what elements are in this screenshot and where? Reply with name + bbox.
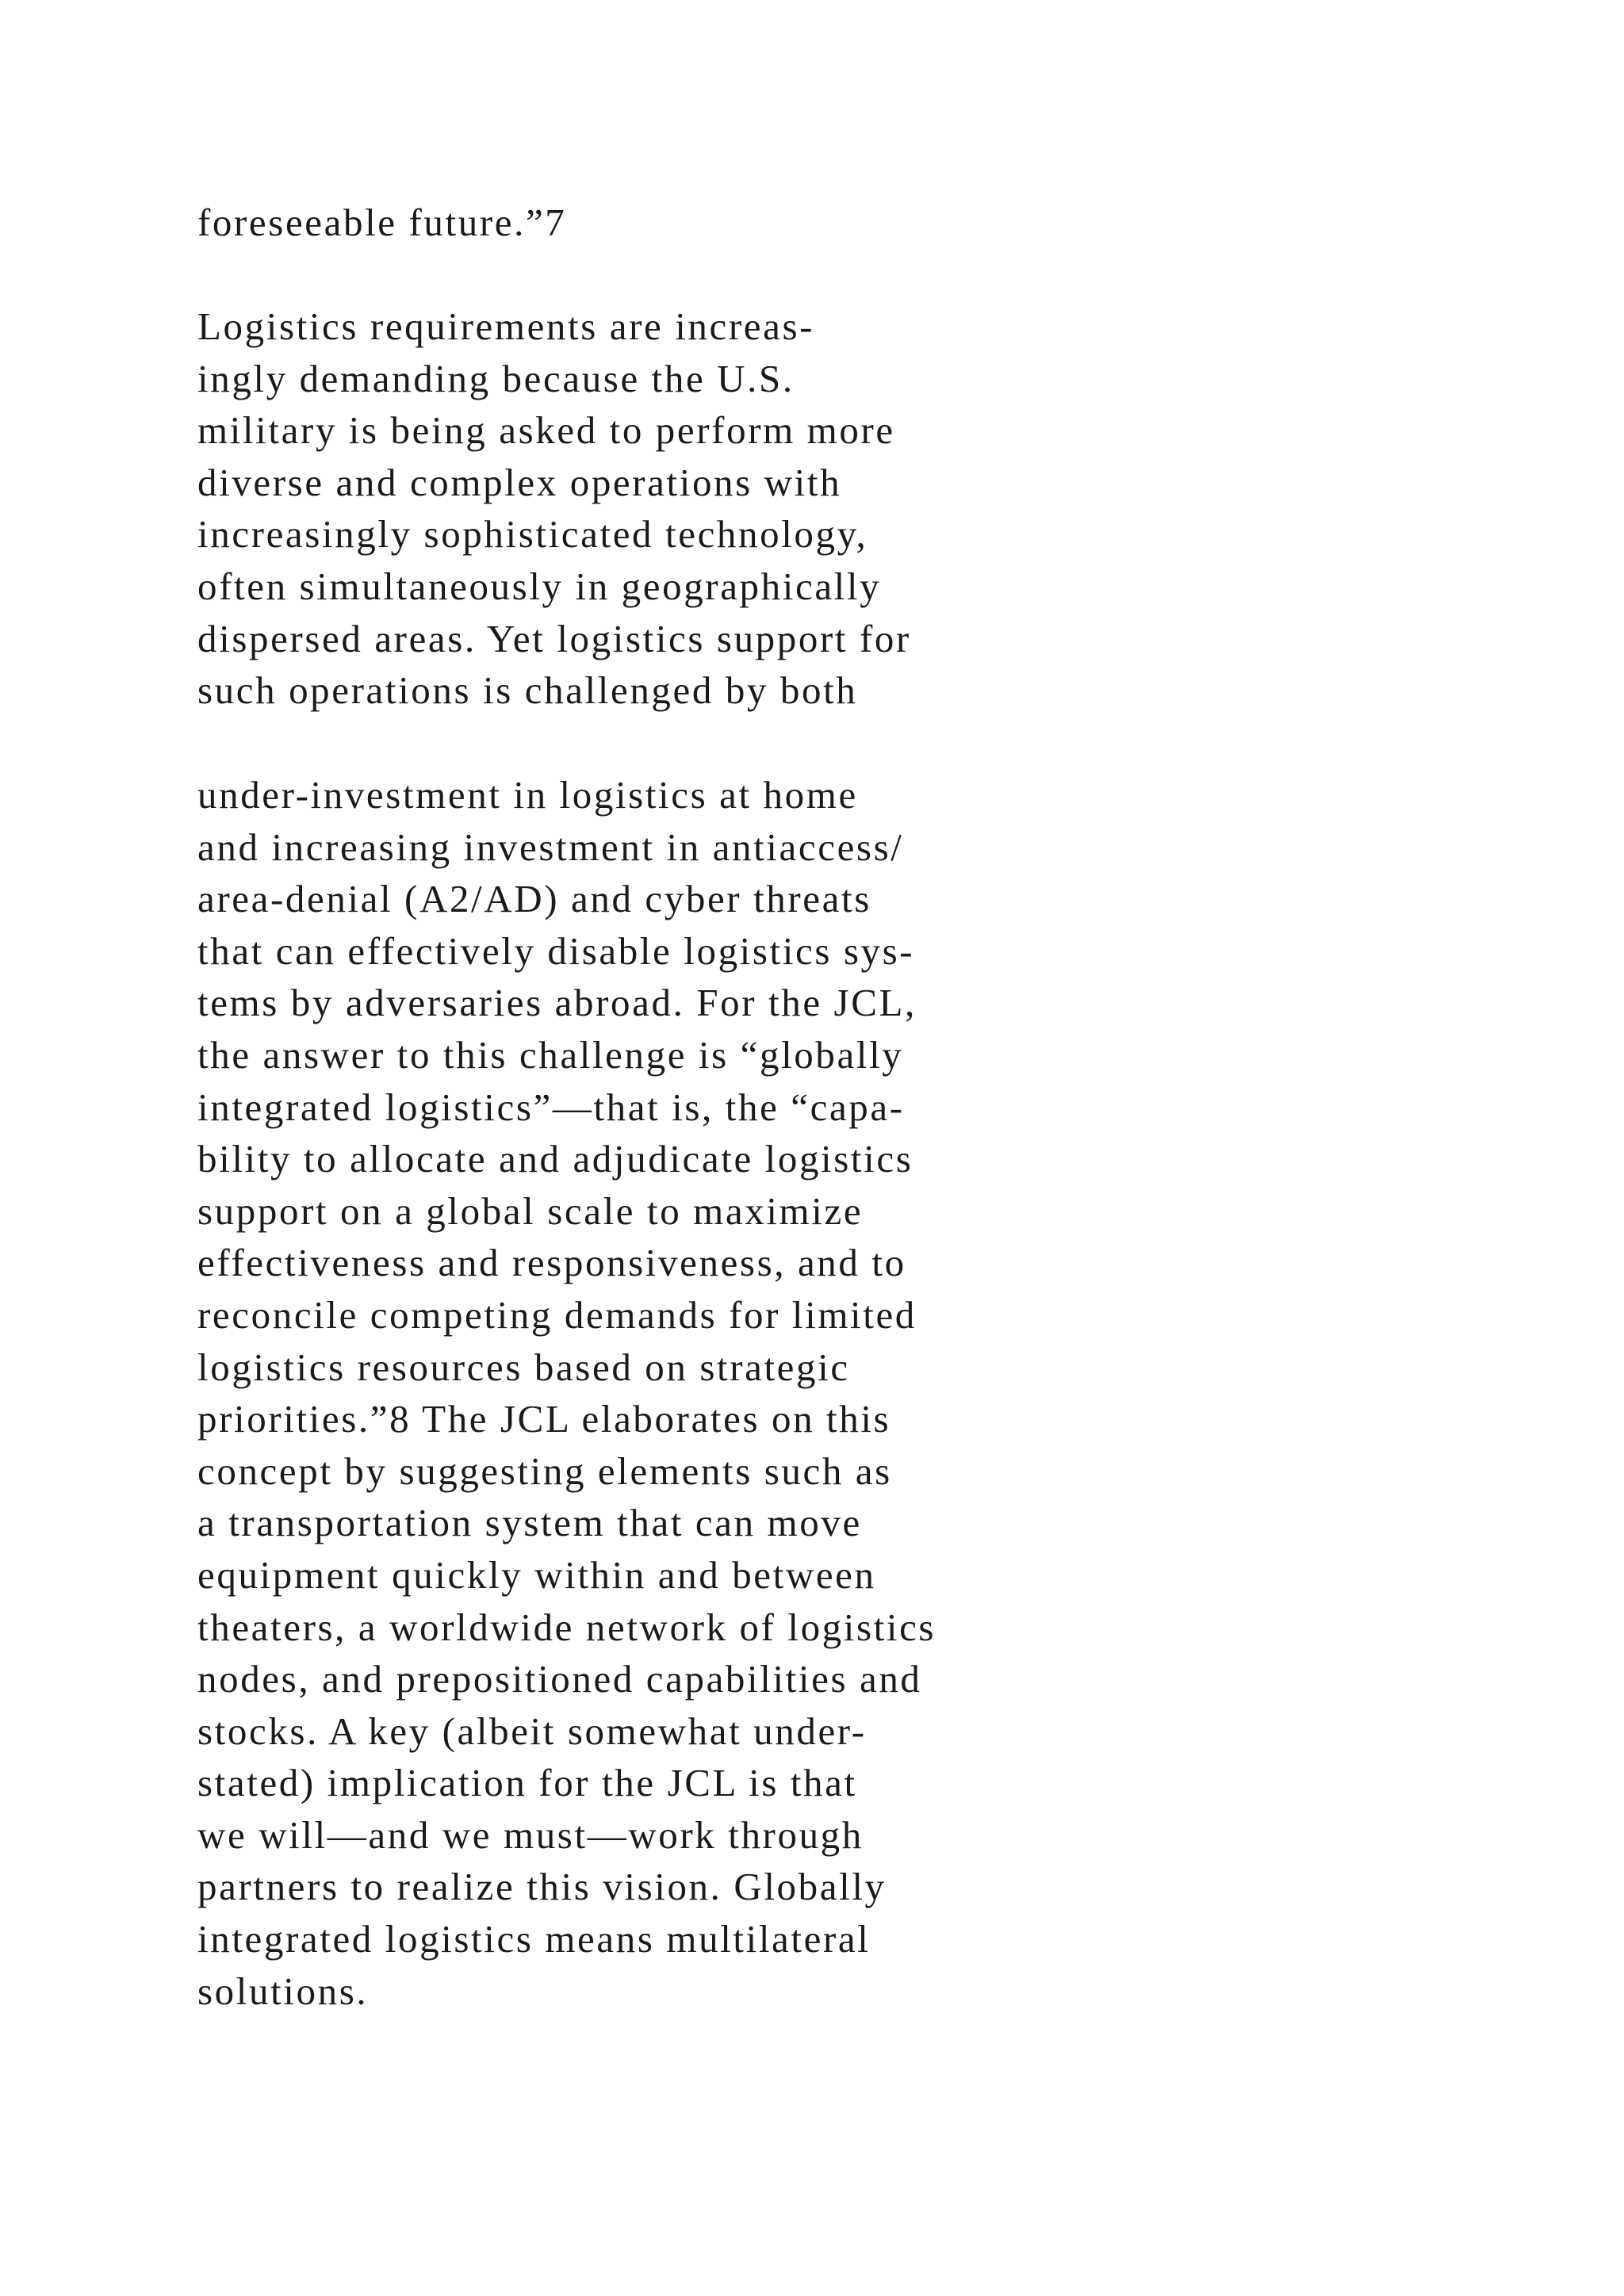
- text-line: that can effectively disable logistics sys-: [197, 928, 915, 973]
- text-line: Logistics requirements are increas-: [197, 304, 815, 348]
- text-line: military is being asked to perform more: [197, 408, 895, 453]
- text-line: partners to realize this vision. Globally: [197, 1865, 887, 1909]
- text-line: such operations is challenged by both: [197, 668, 858, 713]
- text-line: area-denial (A2/AD) and cyber threats: [197, 877, 871, 921]
- text-line: under-investment in logistics at home: [197, 773, 858, 817]
- text-line: the answer to this challenge is “globally: [197, 1032, 904, 1077]
- text-line: reconcile competing demands for limited: [197, 1292, 917, 1337]
- text-line: stocks. A key (albeit somewhat under-: [197, 1709, 867, 1753]
- text-line: nodes, and prepositioned capabilities and: [197, 1657, 922, 1701]
- text-line: integrated logistics means multilateral: [197, 1917, 871, 1961]
- text-line: diverse and complex operations with: [197, 460, 842, 504]
- paragraph-logistics-requirements: [197, 300, 1387, 717]
- text-line: dispersed areas. Yet logistics support for: [197, 616, 911, 660]
- text-line: priorities.”8 The JCL elaborates on this: [197, 1397, 891, 1441]
- text-line: stated) implication for the JCL is that: [197, 1761, 857, 1805]
- text-line: foreseeable future.”7: [197, 201, 567, 244]
- text-line: concept by suggesting elements such as: [197, 1448, 892, 1493]
- text-line: support on a global scale to maximize: [197, 1188, 864, 1233]
- text-line: theaters, a worldwide network of logistics: [197, 1605, 936, 1649]
- text-line: we will—and we must—work through: [197, 1812, 864, 1857]
- text-line: logistics resources based on strategic: [197, 1345, 850, 1389]
- text-line: effectiveness and responsiveness, and to: [197, 1241, 906, 1285]
- text-line: ingly demanding because the U.S.: [197, 356, 795, 400]
- text-line: often simultaneously in geographically: [197, 564, 882, 608]
- text-line: solutions.: [197, 1969, 369, 2013]
- text-line: bility to allocate and adjudicate logistics: [197, 1137, 914, 1181]
- text-line: a transportation system that can move: [197, 1501, 862, 1545]
- paragraph-globally-integrated-logistics: [197, 769, 1387, 2017]
- text-line: integrated logistics”—that is, the “capa-: [197, 1085, 905, 1129]
- text-line: tems by adversaries abroad. For the JCL,: [197, 981, 917, 1025]
- text-line: and increasing investment in antiaccess/: [197, 825, 904, 869]
- paragraph-continuation: [197, 197, 1387, 249]
- text-line: equipment quickly within and between: [197, 1552, 876, 1597]
- text-line: increasingly sophisticated technology,: [197, 512, 868, 557]
